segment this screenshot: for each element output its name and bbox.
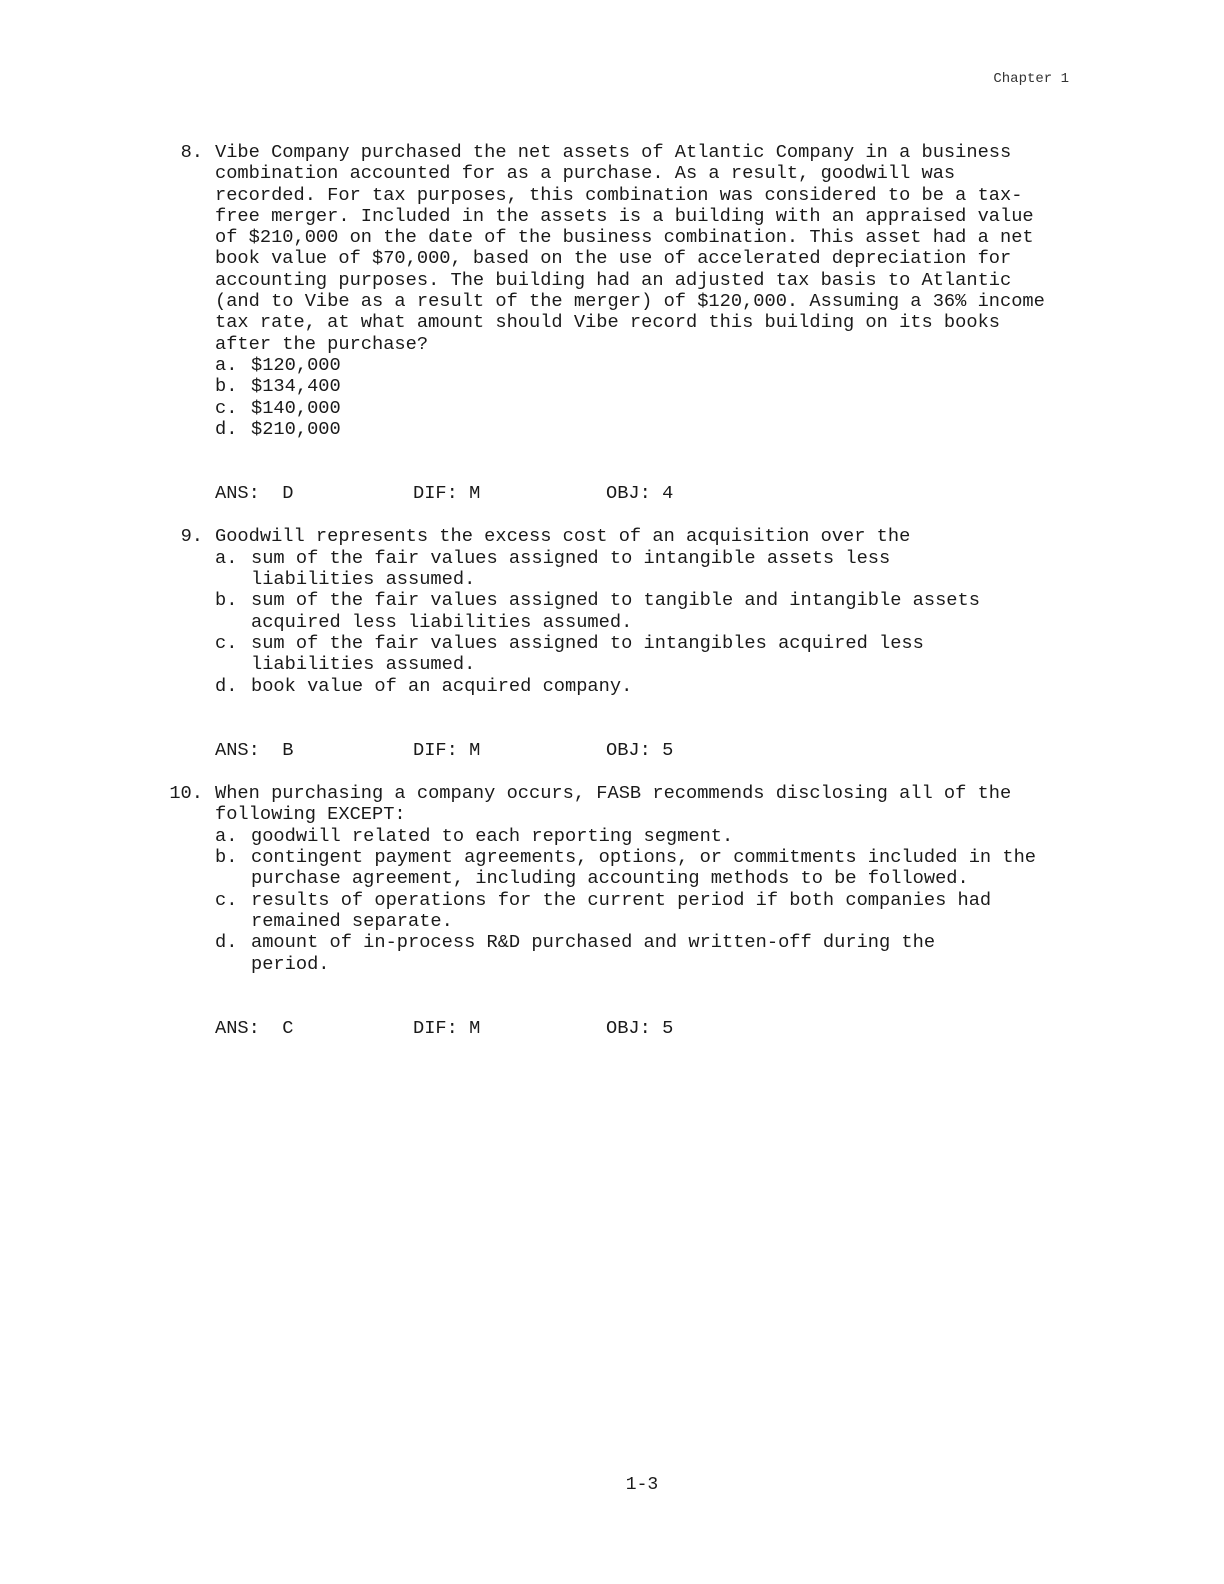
option-text: amount of in-process R&D purchased and written-off during the period. bbox=[251, 931, 936, 975]
objective: OBJ: 4 bbox=[606, 482, 674, 505]
objective: OBJ: 5 bbox=[606, 738, 674, 761]
question-number: 9. bbox=[180, 525, 203, 548]
answer-row bbox=[215, 740, 1068, 761]
option-text: contingent payment agreements, options, or commitments included in the purchase agreement, including accounting methods to be followed. bbox=[251, 846, 1037, 890]
option-d bbox=[215, 676, 1035, 697]
option-text: sum of the fair values assigned to intangible assets less liabilities assumed. bbox=[251, 546, 891, 591]
option-b bbox=[215, 590, 1035, 633]
option-d bbox=[215, 932, 1068, 975]
answer-row bbox=[215, 483, 1068, 504]
option-text: goodwill related to each reporting segment. bbox=[251, 824, 734, 847]
option-b bbox=[215, 847, 1068, 890]
option-c bbox=[215, 398, 1068, 419]
option-letter: b. bbox=[215, 846, 238, 869]
option-list bbox=[215, 826, 1068, 975]
answer-key: ANS: D bbox=[215, 482, 294, 505]
objective: OBJ: 5 bbox=[606, 1016, 674, 1039]
question-number: 8. bbox=[180, 141, 203, 163]
difficulty: DIF: M bbox=[413, 738, 481, 761]
chapter-header: Chapter 1 bbox=[993, 71, 1069, 87]
option-d bbox=[215, 419, 1068, 440]
option-letter: b. bbox=[215, 589, 238, 612]
option-letter: d. bbox=[215, 674, 238, 697]
option-c bbox=[215, 890, 1068, 933]
question-9 bbox=[168, 526, 1068, 761]
question-list bbox=[168, 142, 1068, 1039]
answer-key: ANS: B bbox=[215, 738, 294, 761]
option-text: $134,400 bbox=[251, 375, 341, 398]
option-text: $140,000 bbox=[251, 396, 341, 419]
option-a bbox=[215, 548, 1035, 591]
option-letter: a. bbox=[215, 353, 238, 376]
option-letter: c. bbox=[215, 888, 238, 911]
question-8 bbox=[168, 142, 1068, 504]
option-text: results of operations for the current period if both companies had remained separate. bbox=[251, 888, 992, 932]
option-letter: c. bbox=[215, 631, 238, 654]
option-c bbox=[215, 633, 1035, 676]
question-stem: Goodwill represents the excess cost of an acquisition over the bbox=[215, 525, 911, 548]
option-letter: d. bbox=[215, 417, 238, 440]
option-list bbox=[215, 355, 1068, 440]
question-number: 10. bbox=[169, 782, 203, 805]
option-list bbox=[215, 548, 1035, 697]
question-stem: When purchasing a company occurs, FASB recommends disclosing all of the following EXCEPT: bbox=[215, 782, 1012, 826]
option-letter: d. bbox=[215, 931, 238, 954]
difficulty: DIF: M bbox=[413, 482, 481, 505]
option-a bbox=[215, 826, 1068, 847]
answer-row bbox=[215, 1018, 1068, 1039]
option-text: sum of the fair values assigned to tangible and intangible assets acquired less liabilities assumed. bbox=[251, 589, 980, 633]
option-text: $120,000 bbox=[251, 353, 341, 376]
option-letter: a. bbox=[215, 824, 238, 847]
option-a bbox=[215, 355, 1068, 376]
option-b bbox=[215, 376, 1068, 397]
option-letter: c. bbox=[215, 396, 238, 419]
question-10 bbox=[168, 783, 1068, 1039]
option-text: book value of an acquired company. bbox=[251, 674, 633, 697]
difficulty: DIF: M bbox=[413, 1016, 481, 1039]
option-text: $210,000 bbox=[251, 417, 341, 440]
page-number: 1-3 bbox=[625, 1475, 659, 1495]
answer-key: ANS: C bbox=[215, 1016, 294, 1039]
option-text: sum of the fair values assigned to intangibles acquired less liabilities assumed. bbox=[251, 631, 924, 676]
option-letter: b. bbox=[215, 375, 238, 398]
question-stem: Vibe Company purchased the net assets of Atlantic Company in a business combination accounted for as a purchase. As a result, goodwill was recorded. For tax purposes, this combination was considered to be a tax-free merger. Included in the assets is a building with an appraised value of $210,000 on the date of the business combination. This asset had a net book value of $70,000, based on the use of accelerated depreciation for accounting purposes. The building had an adjusted tax basis to Atlantic (and to Vibe as a result of the merger) of $120,000. Assuming a 36% income tax rate, at what amount should Vibe record this building on its books after the purchase? bbox=[215, 141, 1045, 355]
option-letter: a. bbox=[215, 546, 238, 569]
